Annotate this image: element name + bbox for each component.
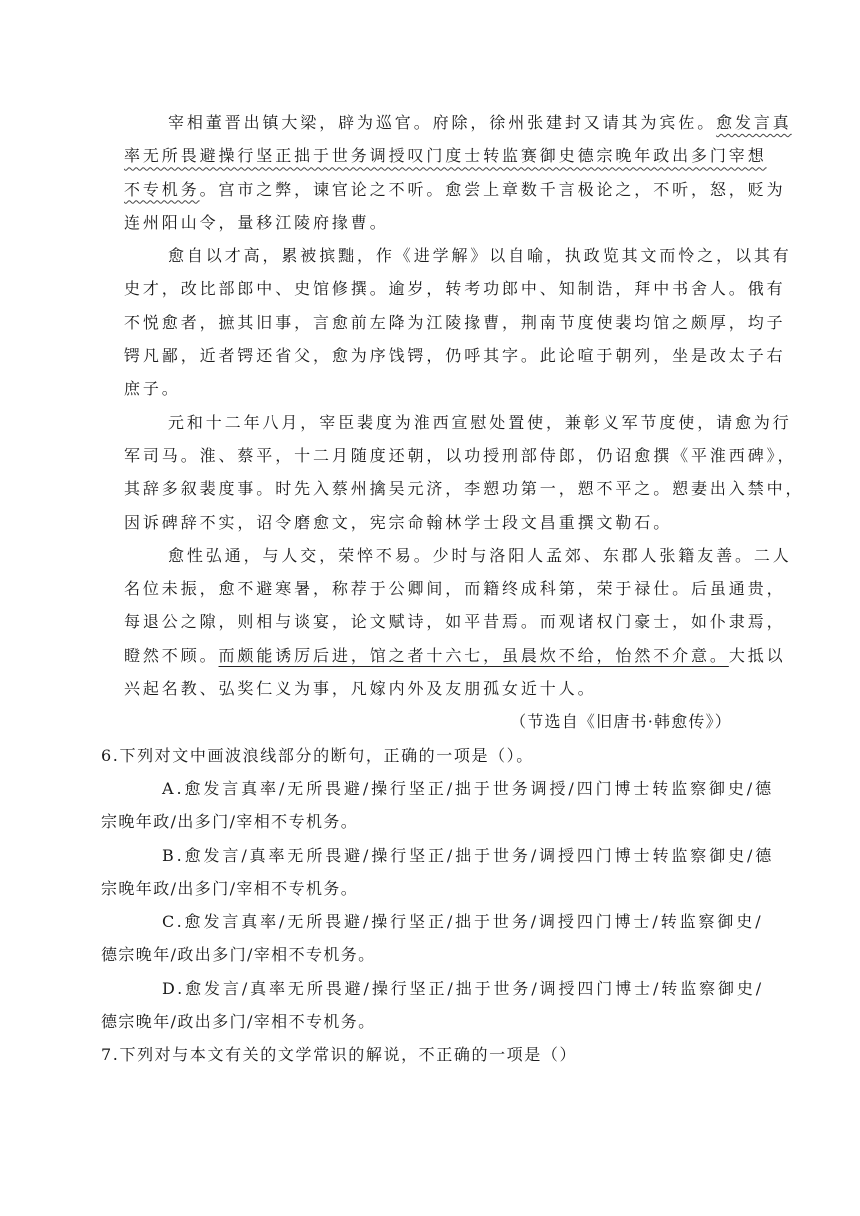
question-6-option-d: D.愈发言/真率无所畏避/操行坚正/拙于世务/调授四门博士/转监察御史/ — [162, 978, 765, 998]
paragraph-3-line-1: 元和十二年八月，宰臣裴度为淮西宣慰处置使，兼彰义军节度使，请愈为行 — [168, 412, 792, 432]
source-citation: （节选自《旧唐书·韩愈传》） — [510, 712, 732, 732]
question-6-option-b: B.愈发言/真率无所畏避/操行坚正/拙于世务/调授四门博士转监察御史/德 — [162, 845, 775, 865]
paragraph-2-line-2: 史才，改比部郎中、史馆修撰。逾岁，转考功郎中、知制诰，拜中书舍人。俄有 — [124, 279, 786, 299]
question-7-stem: 7.下列对与本文有关的文学常识的解说，不正确的一项是（） — [101, 1045, 578, 1065]
paragraph-3-line-4: 因诉碑辞不实，诏令磨愈文，宪宗命翰林学士段文昌重撰文勒石。 — [124, 512, 673, 532]
paragraph-1-line-1: 宰相董晋出镇大梁，辟为巡官。府除，徐州张建封又请其为宾佐。愈发言真 — [168, 113, 792, 132]
question-6-option-c-cont: 德宗晚年/政出多门/宰相不专机务。 — [101, 945, 376, 965]
paragraph-2-line-4: 锷凡鄙，近者锷还省父，愈为序饯锷，仍呼其字。此论喧于朝列，坐是改太子右 — [124, 346, 786, 366]
paragraph-3-line-2: 军司马。淮、蔡平，十二月随度还朝，以功授刑部侍郎，仍诏愈撰《平淮西碑》， — [124, 445, 797, 465]
paragraph-4-line-1: 愈性弘通，与人交，荣悴不易。少时与洛阳人孟郊、东郡人张籍友善。二人 — [168, 545, 792, 565]
paragraph-1-line-2 — [124, 139, 767, 172]
question-6-stem: 6.下列对文中画波浪线部分的断句，正确的一项是（）。 — [101, 745, 534, 765]
underlined-text: 而颇能诱厉后进，馆之者十六七，虽晨炊不给，怡然不介意。 — [218, 645, 729, 665]
paragraph-2-line-1: 愈自以才高，累被摈黜，作《进学解》以自喻，执政览其文而怜之，以其有 — [168, 246, 792, 266]
wavy-underlined-text: 不专机务 — [124, 179, 200, 199]
question-6-option-a: A.愈发言真率/无所畏避/操行坚正/拙于世务调授/四门博士转监察御史/德 — [162, 778, 774, 798]
question-6-option-c: C.愈发言真率/无所畏避/操行坚正/拙于世务/调授四门博士/转监察御史/ — [162, 912, 764, 932]
paragraph-2-line-5: 庶子。 — [124, 379, 181, 399]
paragraph-4-line-2: 名位未振，愈不避寒暑，称荐于公卿间，而籍终成科第，荣于禄仕。后虽通贵， — [124, 579, 786, 599]
paragraph-3-line-3: 其辞多叙裴度事。时先入蔡州擒吴元济，李愬功第一，愬不平之。愬妻出入禁中， — [124, 479, 805, 499]
question-6-option-a-cont: 宗晚年政/出多门/宰相不专机务。 — [101, 812, 359, 832]
paragraph-4-line-3: 每退公之隙，则相与谈宴，论文赋诗，如平昔焉。而观诸权门豪士，如仆隶焉， — [124, 612, 786, 632]
paragraph-4-line-4: 瞪然不顾。而颇能诱厉后进，馆之者十六七，虽晨炊不给，怡然不介意。大抵以 — [124, 645, 786, 665]
paragraph-1-line-3: 不专机务。宫市之弊，谏官论之不听。愈尝上章数千言极论之，不听，怒，贬为 — [124, 179, 786, 199]
wavy-underlined-text: 愈发言真 — [716, 113, 792, 132]
question-6-option-d-cont: 德宗晚年/政出多门/宰相不专机务。 — [101, 1012, 376, 1032]
paragraph-2-line-3: 不悦愈者，摭其旧事，言愈前左降为江陵掾曹，荆南节度使裴均馆之颇厚，均子 — [124, 312, 786, 332]
wavy-underlined-text: 率无所畏避操行坚正拙于世务调授叹门度士转监赛御史德宗晚年政出多门宰想 — [124, 146, 767, 166]
paragraph-1-line-4: 连州阳山令，量移江陵府掾曹。 — [124, 212, 389, 232]
question-6-option-b-cont: 宗晚年政/出多门/宰相不专机务。 — [101, 878, 359, 898]
paragraph-4-line-5: 兴起名教、弘奖仁义为事，凡嫁内外及友朋孤女近十人。 — [124, 679, 597, 699]
